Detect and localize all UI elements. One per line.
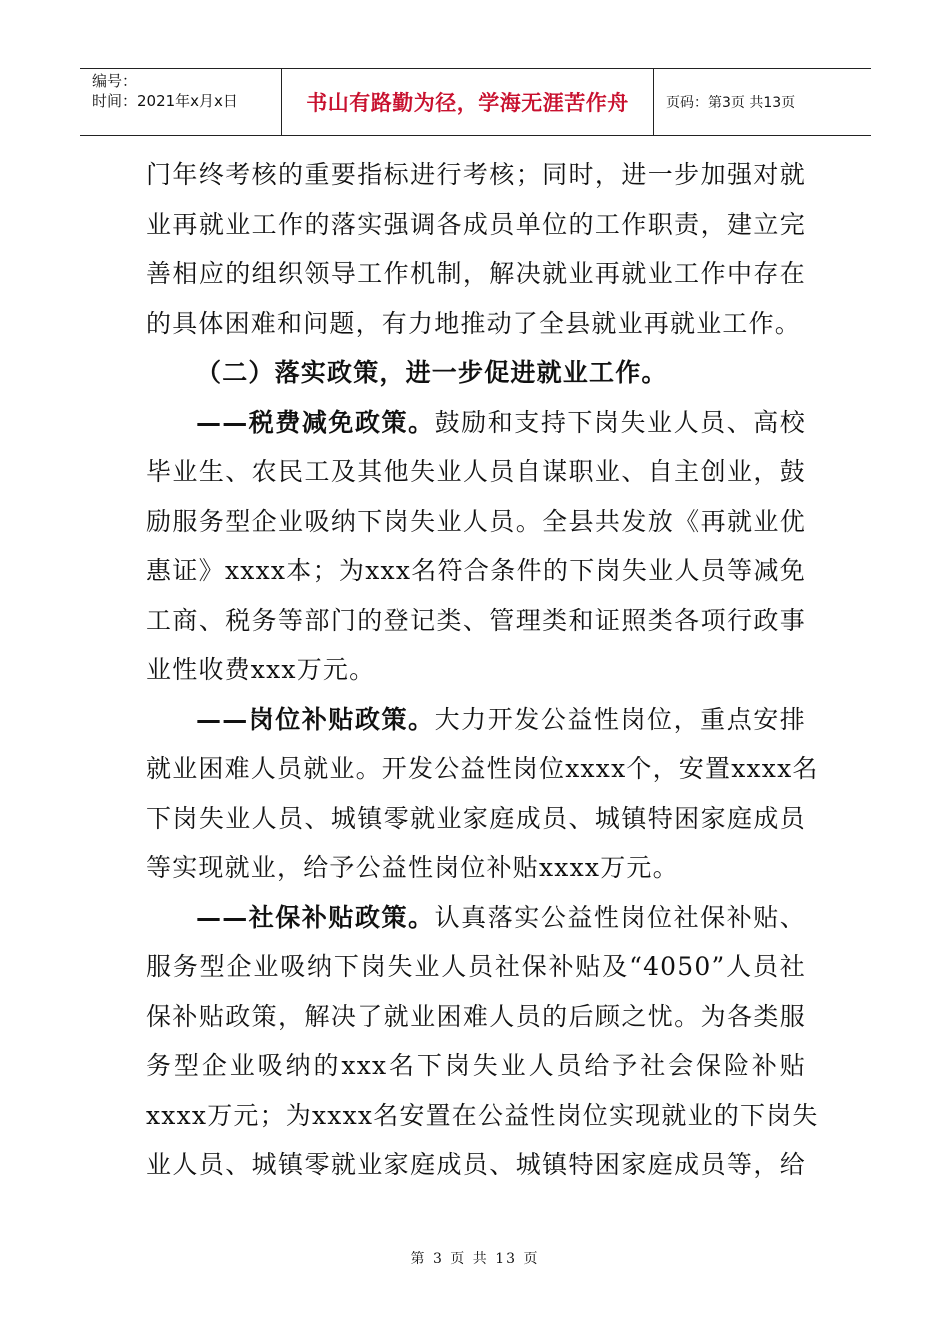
body-line: 工商、税务等部门的登记类、管理类和证照类各项行政事: [146, 605, 806, 635]
paragraph-first-line: [146, 398, 806, 448]
paragraph-first-line: [146, 893, 806, 943]
header-meta: [80, 69, 282, 135]
body-line: 业性收费xxx万元。: [146, 655, 376, 684]
section-heading: （二）落实政策，进一步促进就业工作。: [196, 358, 668, 387]
body-line: 等实现就业，给予公益性岗位补贴xxxx万元。: [146, 853, 679, 882]
body-line: 门年终考核的重要指标进行考核；同时，进一步加强对就: [146, 160, 806, 189]
body-line: 业人员、城镇零就业家庭成员、城镇特困家庭成员等，给: [146, 1150, 806, 1179]
body-line: 鼓励和支持下岗失业人员、高校: [434, 407, 806, 437]
policy-heading: ——税费减免政策。: [196, 407, 435, 437]
body-line: 大力开发公益性岗位，重点安排: [434, 704, 806, 734]
body-line: 善相应的组织领导工作机制，解决就业再就业工作中存在: [146, 259, 806, 288]
body-line: 下岗失业人员、城镇零就业家庭成员、城镇特困家庭成员: [146, 803, 806, 833]
body-line: 毕业生、农民工及其他失业人员自谋职业、自主创业，鼓: [146, 457, 806, 486]
number-label: 编号：: [92, 72, 138, 90]
body-line: 励服务型企业吸纳下岗失业人员。全县共发放《再就业优: [146, 506, 806, 536]
body-line: xxxx万元；为xxxx名安置在公益性岗位实现就业的下岗失: [146, 1100, 819, 1130]
document-body: [146, 150, 819, 1190]
body-line: 就业困难人员就业。开发公益性岗位xxxx个，安置xxxx名: [146, 754, 819, 783]
policy-heading: ——岗位补贴政策。: [196, 704, 435, 734]
body-line: 业再就业工作的落实强调各成员单位的工作职责，建立完: [146, 209, 806, 239]
policy-heading: ——社保补贴政策。: [196, 902, 435, 932]
page-code: 页码：第3页 共13页: [666, 95, 796, 111]
header-table: [80, 68, 871, 136]
body-line: 的具体困难和问题，有力地推动了全县就业再就业工作。: [146, 308, 802, 338]
time-label: 时间：2021年x月x日: [92, 92, 238, 110]
paragraph-first-line: [146, 695, 806, 745]
body-line: 务型企业吸纳的xxx名下岗失业人员给予社会保险补贴: [146, 1051, 806, 1080]
page-footer: 第 3 页 共 13 页: [410, 1251, 540, 1267]
motto-text: 书山有路勤为径，学海无涯苦作舟: [306, 91, 629, 115]
body-line: 惠证》xxxx本；为xxx名符合条件的下岗失业人员等减免: [146, 556, 806, 585]
header-motto-cell: [282, 69, 654, 135]
body-line: 服务型企业吸纳下岗失业人员社保补贴及“4050”人员社: [146, 952, 806, 981]
header-page-code-cell: [654, 69, 871, 135]
body-line: 认真落实公益性岗位社保补贴、: [434, 902, 806, 932]
body-line: 保补贴政策，解决了就业困难人员的后顾之忧。为各类服: [146, 1001, 806, 1031]
